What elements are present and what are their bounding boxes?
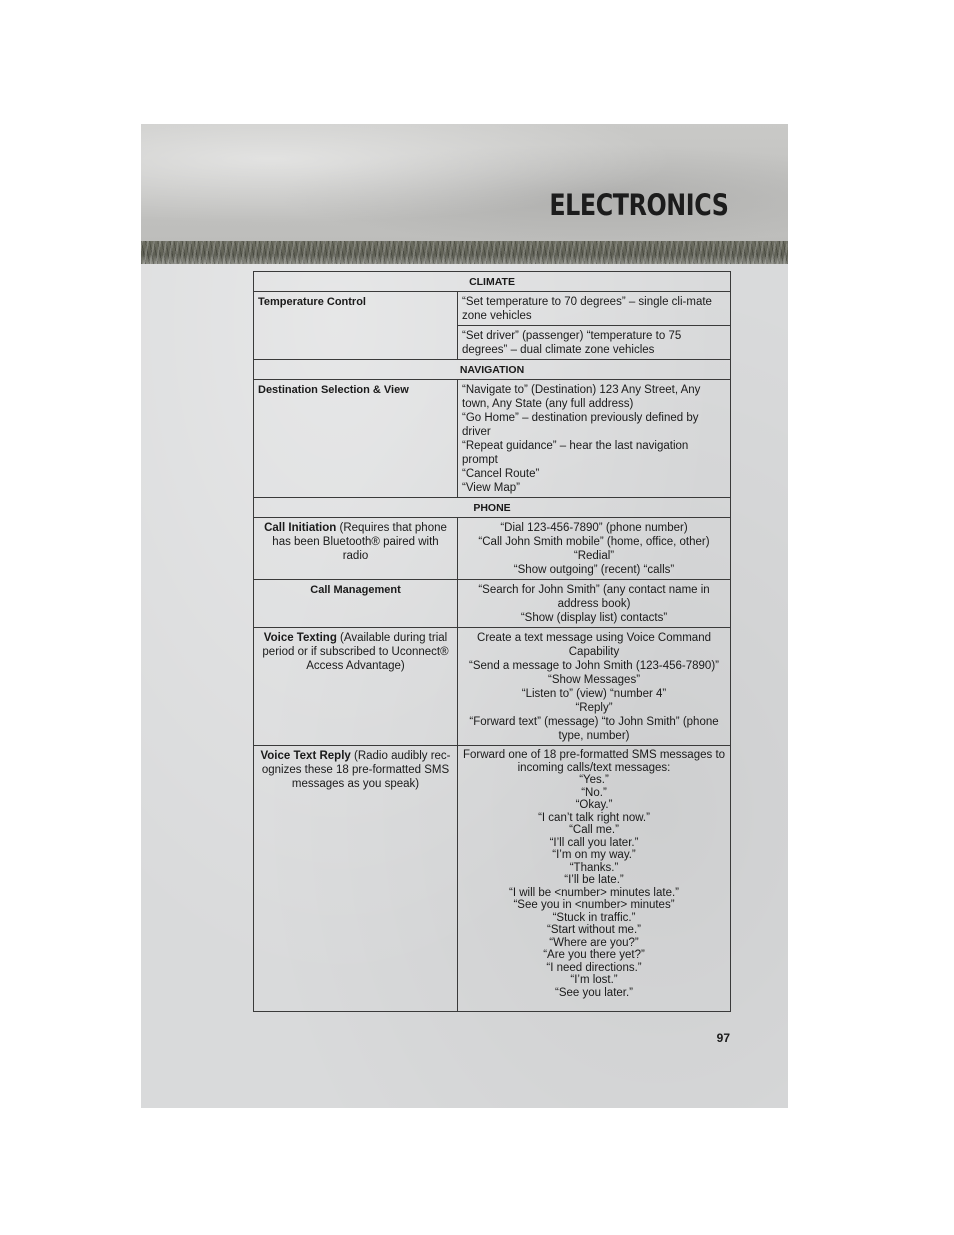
climate-heading: CLIMATE — [254, 272, 731, 292]
sms-message: “Start without me.” — [547, 924, 641, 936]
sms-message: “I will be <number> minutes late.” — [508, 886, 680, 899]
sms-message: “I need directions.” — [546, 961, 642, 974]
command-line: “Search for John Smith” (any contact name in address book) — [478, 584, 710, 610]
header-band — [141, 241, 788, 264]
table-row — [254, 498, 731, 518]
reply-intro: Forward one of 18 pre-formatted SMS messages to incoming calls/text messages: — [462, 749, 726, 774]
command-line: “Repeat guidance” – hear the last navigation prompt — [462, 440, 689, 466]
command-line: “Cancel Route” — [462, 468, 540, 480]
sms-message: “See you later.” — [555, 986, 633, 999]
command-line: “View Map” — [462, 482, 520, 494]
call-initiation-title: Call Initiation — [264, 522, 337, 534]
call-management-label: Call Management — [254, 580, 458, 628]
destination-commands — [458, 380, 731, 498]
voice-texting-label — [254, 628, 458, 746]
table-row — [254, 518, 731, 580]
command-line: “Dial 123-456-7890” (phone number) — [500, 522, 688, 534]
sms-message: “I’ll call you later.” — [549, 836, 639, 849]
sms-message: “I can’t talk right now.” — [538, 811, 650, 824]
command-line: “Go Home” – destination previously defined by driver — [462, 412, 699, 438]
sms-message: “Okay.” — [575, 799, 613, 811]
command-line: “Reply” — [575, 702, 613, 714]
table-row — [254, 272, 731, 292]
sms-message: “No.” — [581, 786, 607, 799]
voice-text-reply-title: Voice Text Reply — [260, 750, 351, 762]
command-line: “Navigate to” (Destination) 123 Any Street, Any town, Any State (any full address) — [462, 384, 701, 410]
temperature-command-single: “Set temperature to 70 degrees” – single cli-mate zone vehicles — [458, 292, 731, 326]
sms-message: “See you in <number> minutes” — [513, 899, 675, 911]
sms-message: “Call me.” — [569, 824, 619, 836]
table-row — [254, 628, 731, 746]
voice-texting-commands — [458, 628, 731, 746]
sms-message: “I’m on my way.” — [552, 849, 636, 861]
voice-text-reply-messages — [458, 746, 731, 1012]
sms-message: “Yes.” — [579, 774, 609, 786]
sms-message: “Where are you?” — [549, 936, 639, 949]
voice-text-reply-label — [254, 746, 458, 1012]
voice-commands-table — [253, 271, 731, 1012]
call-initiation-label — [254, 518, 458, 580]
navigation-heading: NAVIGATION — [254, 360, 731, 380]
command-line: “Show Messages” — [547, 674, 641, 686]
phone-heading: PHONE — [254, 498, 731, 518]
table-row — [254, 580, 731, 628]
table-row — [254, 380, 731, 498]
call-initiation-note: (Requires that phone has been Bluetooth® paired with radio — [272, 522, 447, 562]
command-line: Create a text message using Voice Command Capability — [477, 632, 711, 658]
sms-message: “I’ll be late.” — [564, 874, 624, 886]
command-line: “Forward text” (message) “to John Smith” (phone type, number) — [469, 716, 719, 742]
destination-label: Destination Selection & View — [254, 380, 458, 498]
header-texture — [141, 124, 788, 241]
table-row — [254, 360, 731, 380]
command-line: “Show outgoing” (recent) “calls” — [513, 564, 675, 576]
command-line: “Listen to” (view) “number 4” — [521, 688, 667, 700]
voice-texting-title: Voice Texting — [263, 632, 337, 644]
sms-message: “Stuck in traffic.” — [552, 911, 636, 924]
sms-message: “I’m lost.” — [570, 974, 618, 986]
voice-texting-note: (Available during trial period or if subscribed to Uconnect® Access Advantage) — [262, 632, 449, 672]
command-line: “Show (display list) contacts” — [520, 612, 668, 624]
call-initiation-commands — [458, 518, 731, 580]
table-row — [254, 292, 731, 326]
command-line: “Call John Smith mobile” (home, office, other) — [478, 536, 710, 548]
temperature-control-label: Temperature Control — [254, 292, 458, 360]
sms-message: “Are you there yet?” — [543, 949, 645, 961]
temperature-command-dual: “Set driver” (passenger) “temperature to 75 degrees” – dual climate zone vehicles — [458, 326, 731, 360]
call-management-commands — [458, 580, 731, 628]
command-line: “Send a message to John Smith (123-456-7890)” — [469, 660, 719, 672]
page-number: 97 — [716, 1031, 730, 1045]
sms-message: “Thanks.” — [569, 861, 619, 874]
voice-text-reply-note: (Radio audibly rec-ognizes these 18 pre-formatted SMS messages as you speak) — [261, 750, 451, 790]
command-line: “Redial” — [573, 550, 615, 562]
section-title: ELECTRONICS — [548, 188, 728, 222]
table-row — [254, 746, 731, 1012]
